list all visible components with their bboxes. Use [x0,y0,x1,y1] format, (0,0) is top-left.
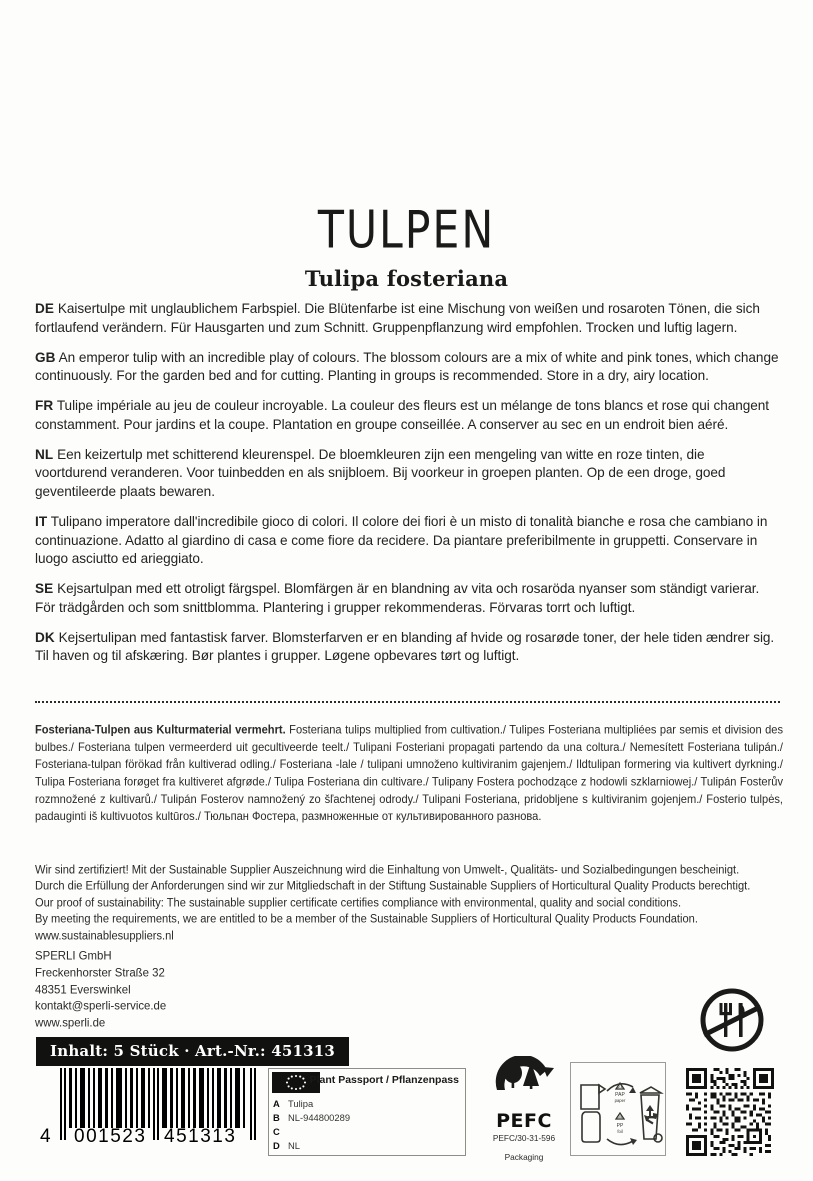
description-paragraph-nl [35,446,780,502]
description-paragraph-de [35,300,780,338]
description-text-gb: An emperor tulip with an incredible play of colours. The blossom colours are a mix of white and pink tones, which change continuously. For the garden bed and for cutting. Planting in groups is recommended. Store in a dry, airy location. [35,349,779,384]
pefc-certification [484,1056,564,1162]
description-text-nl: Een keizertulp met schitterend kleurenspel. De bloemkleuren zijn een mengeling van witte en roze tinten, die voortdurend veranderen. Voor tuinbedden en als snijbloem. Bij voorkeur in groepen planten. Op de een droge, goed geventileerde plaats bewaren. [35,446,726,499]
botanical-name: Tulipa fosteriana [304,265,509,291]
title-block [0,200,813,291]
description-paragraph-se [35,580,780,618]
sustainability-line-4: By meeting the requirements, we are entitled to be a member of the Sustainable Suppliers of Horticultural Quality Products Foundation. [35,913,698,926]
recycling-diagram-icon [571,1063,665,1155]
passport-key-b: B [273,1111,280,1123]
qr-code-icon [686,1068,774,1156]
barcode-group-2: 451313 [164,1126,237,1147]
no-food-icon [694,985,770,1055]
description-paragraph-dk [35,629,780,667]
propagation-note [35,722,783,826]
svg-text:foil: foil [617,1129,623,1134]
plant-passport-title: Plant Passport / Pflanzenpass [309,1074,459,1086]
svg-text:PAP: PAP [615,1092,625,1098]
description-text-it: Tulipano imperatore dall'incredibile gioco di colori. Il colore dei fiori è un misto di tonalità bianche e rosa che cambiano in continuazione. Adatto al giardino di casa e come fiore da recidere. Da piantare preferibilmente in gruppetti. Conservare in luogo asciutto ed arieggiato. [35,513,768,567]
description-paragraph-fr [35,397,780,435]
passport-value-a: Tulipa [288,1097,314,1109]
passport-key-a: A [273,1097,280,1109]
recycling-instructions [570,1062,666,1156]
language-code-fr: FR [35,398,54,413]
description-paragraph-it [35,513,780,569]
company-name: SPERLI GmbH [35,950,112,963]
plant-passport [268,1068,466,1156]
company-website: www.sperli.de [35,1017,106,1030]
plant-passport-row-c [269,1124,465,1138]
description-text-de: Kaisertulpe mit unglaublichem Farbspiel. Die Blütenfarbe ist eine Mischung von weißen und rosaroten Tönen, die sich fortlaufend verändern. Für Hausgarten und zum Schnitt. Gruppenpflanzung wird empfohlen. Trocken und luftig lagern. [35,301,760,335]
language-code-de: DE [35,301,55,316]
company-email: kontakt@sperli-service.de [35,1000,167,1013]
passport-key-c: C [273,1125,280,1137]
plant-passport-row-b [269,1110,465,1124]
pefc-logo-icon [484,1056,564,1111]
pefc-code: PEFC/30-31-596 [492,1133,556,1143]
sustainability-line-1: Wir sind zertifiziert! Mit der Sustainable Supplier Auszeichnung wird die Einhaltung von Umwelt-, Qualitäts- und Sozialbedingungen bescheinigt. [35,864,740,877]
passport-value-d: NL [288,1139,300,1151]
svg-text:PP: PP [616,1123,624,1129]
language-code-dk: DK [35,629,55,645]
plant-passport-header [269,1069,465,1095]
svg-text:paper: paper [614,1098,626,1103]
company-city: 48351 Everswinkel [35,983,131,997]
description-paragraph-gb [35,349,780,387]
passport-key-d: D [273,1139,280,1151]
language-code-it: IT [35,513,48,529]
language-code-gb: GB [35,349,56,365]
description-text-dk: Kejsertulipan med fantastisk farver. Blomsterfarven er en blanding af hvide og rosarøde toner, der hele tiden ændrer sig. Til haven og til afskæring. Bør plantes i grupper. Løgene opbevares tørt og luftigt. [35,629,775,664]
svg-text:05: 05 [617,1114,623,1119]
propagation-text: Fosteriana tulips multiplied from cultivation./ Tulipes Fosteriana multipliées par semis et division des bulbes./ Fosteriana tulpen vermeerderd uit gecultiveerde teelt./ Tulipani Fosteriani propagati partendo da una coltura./ Nemesített Fosteriana tulipán./ Fosteriana-tulpan förökad från kultiverad odling./ Fosteriana -lale / tulipani umnoženo kultiviranim gajenjem./ Ildtulipan formering via kultivert dyrkning./ Tulipa Fosteriana forøget fra kultiveret afgrøde./ Tulipa Fosteriana din cultivare./ Tulipany Fostera pochodzące z hodowli szklarniowej./ Tulipán Fosterův rozmnožené z kultivarů./ Tulipán Fosterov namnožený zo šľachtenej odrody./ Tulipani Fosteriana, pridobljene s kultiviranim gojenjem./ Fosterio tulpės, padauginti iš kultivuotos kultūros./ Тюльпан Фостера, размноженные от культивированного разнова. [35,724,783,824]
description-list [35,300,780,677]
sustainability-line-3: Our proof of sustainability: The sustainable supplier certificate certifies compliance with environmental, quality and social conditions. [35,896,682,910]
svg-text:21: 21 [617,1084,623,1089]
plant-passport-rows [269,1096,465,1152]
plant-passport-row-a [269,1096,465,1110]
barcode [38,1068,263,1160]
sustainability-note [35,862,785,944]
divider [35,701,780,703]
barcode-group-1: 001523 [74,1126,147,1147]
sustainability-line-2: Durch die Erfüllung der Anforderungen sind wir zur Mitgliedschaft in der Stiftung Sustainable Suppliers of Horticultural Quality Products berechtigt. [35,880,751,894]
propagation-lead: Fosteriana-Tulpen aus Kulturmaterial vermehrt. [35,724,286,737]
description-text-se: Kejsartulpan med ett otroligt färgspel. Blomfärgen är en blandning av vita och rosaröda nyanser som ständigt varierar. För trädgården och som snittblomma. Plantering i grupper rekommenderas. Förvaras torrt och luftigt. [35,581,760,615]
barcode-lead-digit: 4 [40,1126,53,1147]
content-badge: Inhalt: 5 Stück · Art.-Nr.: 451313 [36,1037,349,1066]
pefc-wordmark: PEFC [496,1110,552,1132]
sustainability-website: www.sustainablesuppliers.nl [35,929,174,943]
company-street: Freckenhorster Straße 32 [35,966,165,980]
language-code-se: SE [35,581,54,596]
plant-passport-row-d [269,1138,465,1152]
company-address [35,948,355,1032]
page-title: TULPEN [317,200,496,261]
pefc-caption: Packaging [504,1152,544,1162]
language-code-nl: NL [35,446,54,462]
description-text-fr: Tulipe impériale au jeu de couleur incroyable. La couleur des fleurs est un mélange de tons blancs et rose qui changent constamment. Pour jardins et la coupe. Plantation en groupe conseillée. A conserver au sec en un endroit bien aéré. [35,398,770,432]
passport-value-b: NL-944800289 [288,1111,351,1123]
